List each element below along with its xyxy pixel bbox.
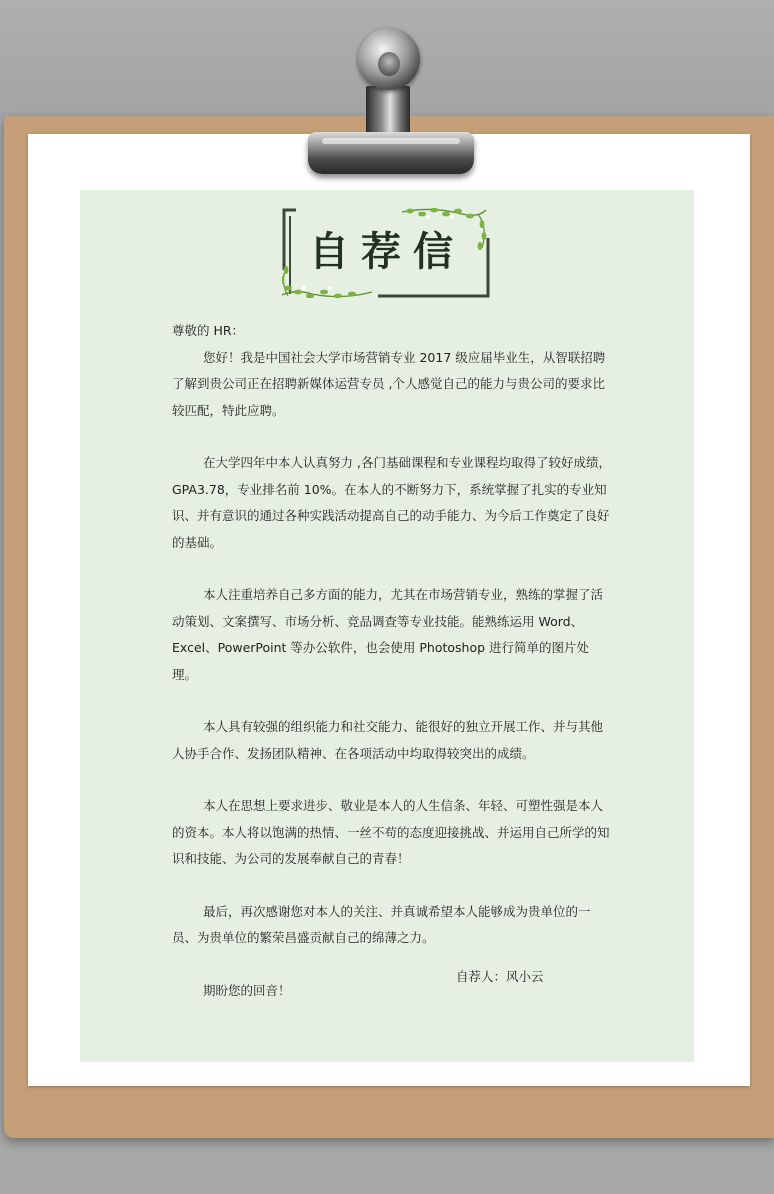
paragraph-skills: 本人注重培养自己多方面的能力，尤其在市场营销专业，熟练的掌握了活动策划、文案撰写、市场分析、竞品调查等专业技能。能熟练运用 Word、Excel、PowerPoint 等办公软件，也会使用 Photoshop 进行简单的图片处理。 <box>172 587 604 682</box>
letter-title: 自荐信 <box>309 229 465 275</box>
paragraph-intro: 您好！我是中国社会大学市场营销专业 2017 级应届毕业生，从智联招聘了解到贵公司正在招聘新媒体运营专员 ,个人感觉自己的能力与贵公司的要求比较匹配，特此应聘。 <box>172 349 606 418</box>
paragraph-academics: 在大学四年中本人认真努力 ,各门基础课程和专业课程均取得了较好成绩，GPA3.78，专业排名前 10%。在本人的不断努力下，系统掌握了扎实的专业知识、并有意识的通过各种实践活动提高自己的动手能力、为今后工作奠定了良好的基础。 <box>172 455 611 550</box>
paragraph-thanks: 最后，再次感谢您对本人的关注、并真诚希望本人能够成为贵单位的一员、为贵单位的繁荣昌盛贡献自己的绵薄之力。 <box>172 903 591 945</box>
paragraph-values: 本人在思想上要求进步、敬业是本人的人生信条、年轻、可塑性强是本人的资本。本人将以饱满的热情、一丝不苟的态度迎接挑战、并运用自己所学的知识和技能、为公司的发展奉献自己的青春！ <box>172 798 610 866</box>
paragraph-teamwork: 本人具有较强的组织能力和社交能力、能很好的独立开展工作、并与其他人协手合作、发扬团队精神、在各项活动中均取得较突出的成绩。 <box>172 719 604 761</box>
clip-neck <box>366 86 410 136</box>
letter-body <box>172 318 612 1004</box>
salutation: 尊敬的 HR： <box>172 323 245 338</box>
paragraph-closing: 期盼您的回音！ <box>203 982 291 998</box>
signature: 自荐人：风小云 <box>456 969 544 984</box>
clip-hole <box>378 52 400 76</box>
clip-base <box>308 132 474 174</box>
